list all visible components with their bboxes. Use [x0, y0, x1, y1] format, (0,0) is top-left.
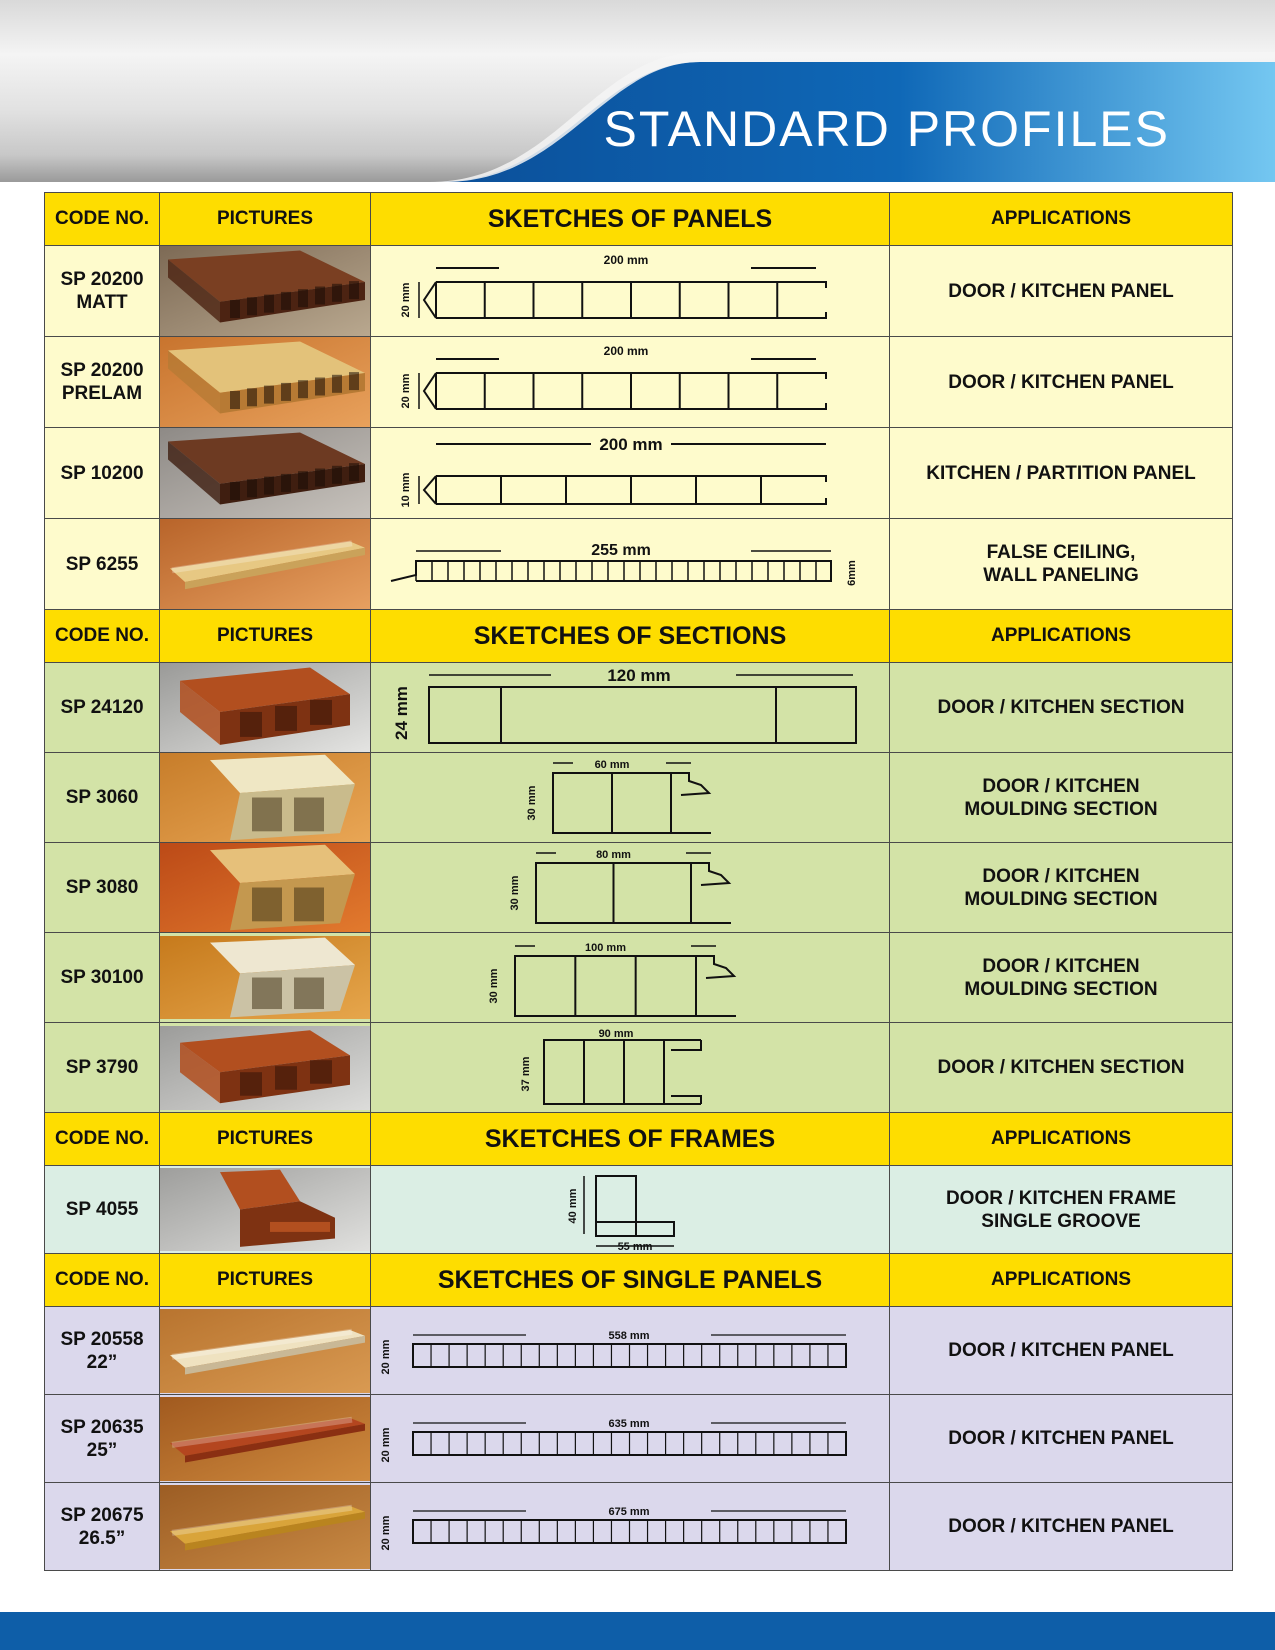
sketches-header: SKETCHES OF PANELS — [371, 193, 890, 246]
table-row — [45, 1166, 1233, 1254]
dimension-label: 6mm — [846, 560, 858, 586]
dimension-label: 20 mm — [400, 282, 412, 318]
sketch-cell — [371, 753, 890, 843]
code-cell — [45, 246, 160, 337]
code-line: PRELAM — [61, 383, 143, 404]
code-cell — [45, 1395, 160, 1483]
sketch-cell — [371, 1395, 890, 1483]
application-line: MOULDING SECTION — [964, 798, 1158, 820]
group-header-row — [45, 1113, 1233, 1166]
code-line: SP 3080 — [65, 877, 139, 898]
sketch-cell — [371, 246, 890, 337]
code-header: CODE NO. — [45, 610, 160, 663]
dimension-label: 200 mm — [603, 344, 649, 358]
code-line: SP 30100 — [60, 967, 144, 988]
table-row — [45, 1483, 1233, 1571]
dimension-label: 30 mm — [526, 785, 538, 821]
code-cell — [45, 843, 160, 933]
profile-sketch — [371, 753, 890, 842]
dimension-label: 30 mm — [488, 968, 500, 1004]
table-row — [45, 337, 1233, 428]
application-line: DOOR / KITCHEN — [982, 865, 1140, 887]
application-line: DOOR / KITCHEN PANEL — [948, 280, 1174, 302]
product-photo — [160, 337, 371, 427]
picture-cell — [160, 246, 371, 337]
dimension-label: 200 mm — [603, 253, 649, 267]
dimension-label: 20 mm — [400, 373, 412, 409]
picture-cell — [160, 753, 371, 843]
application-cell — [890, 428, 1233, 519]
picture-cell — [160, 843, 371, 933]
application-line: MOULDING SECTION — [964, 978, 1158, 1000]
picture-cell — [160, 1395, 371, 1483]
application-cell — [890, 519, 1233, 610]
code-line: SP 20200 — [60, 360, 144, 381]
product-photo — [160, 753, 371, 842]
sketch-cell — [371, 519, 890, 610]
applications-header: APPLICATIONS — [890, 1254, 1233, 1307]
profile-sketch — [371, 1309, 890, 1393]
dimension-label: 20 mm — [380, 1427, 392, 1462]
profile-sketch — [371, 1168, 890, 1251]
sketch-cell — [371, 1307, 890, 1395]
code-line: 25” — [86, 1439, 118, 1461]
product-photo — [160, 936, 371, 1019]
picture-cell — [160, 519, 371, 610]
application-cell — [890, 337, 1233, 428]
sketches-header: SKETCHES OF SINGLE PANELS — [371, 1254, 890, 1307]
group-header-row — [45, 1254, 1233, 1307]
profile-sketch — [371, 663, 890, 752]
group-header-row — [45, 610, 1233, 663]
product-photo — [160, 519, 371, 609]
code-line: SP 20200 — [60, 269, 144, 290]
profiles-table — [44, 192, 1233, 1571]
code-cell — [45, 933, 160, 1023]
applications-header: APPLICATIONS — [890, 610, 1233, 663]
table-row — [45, 1023, 1233, 1113]
picture-cell — [160, 1483, 371, 1571]
sketch-cell — [371, 337, 890, 428]
dimension-label: 675 mm — [608, 1505, 650, 1518]
sketch-cell — [371, 428, 890, 519]
page-title: STANDARD PROFILES — [603, 101, 1170, 157]
application-line: DOOR / KITCHEN PANEL — [948, 1516, 1174, 1537]
picture-cell — [160, 933, 371, 1023]
dimension-label: 255 mm — [591, 542, 651, 559]
pictures-header: PICTURES — [160, 193, 371, 246]
dimension-label: 40 mm — [567, 1188, 579, 1224]
application-cell — [890, 843, 1233, 933]
product-photo — [160, 663, 371, 752]
pictures-header: PICTURES — [160, 1254, 371, 1307]
profile-sketch — [371, 1026, 890, 1110]
table-row — [45, 428, 1233, 519]
sketch-cell — [371, 663, 890, 753]
code-cell — [45, 1307, 160, 1395]
application-line: DOOR / KITCHEN — [982, 775, 1140, 797]
code-line: SP 3060 — [65, 787, 139, 808]
table-row — [45, 663, 1233, 753]
profile-sketch — [371, 843, 890, 932]
profile-sketch — [371, 1397, 890, 1481]
code-cell — [45, 337, 160, 428]
dimension-label: 100 mm — [585, 942, 626, 954]
code-header: CODE NO. — [45, 1254, 160, 1307]
code-line: SP 10200 — [60, 462, 144, 484]
sketch-cell — [371, 843, 890, 933]
dimension-label: 200 mm — [599, 435, 663, 454]
profile-sketch — [371, 337, 890, 427]
profile-sketch — [371, 519, 890, 609]
application-line: DOOR / KITCHEN PANEL — [948, 371, 1174, 393]
application-line: DOOR / KITCHEN PANEL — [948, 1428, 1174, 1449]
applications-header: APPLICATIONS — [890, 1113, 1233, 1166]
sketches-header: SKETCHES OF FRAMES — [371, 1113, 890, 1166]
sketch-cell — [371, 1023, 890, 1113]
code-cell — [45, 1023, 160, 1113]
table-row — [45, 843, 1233, 933]
dimension-label: 635 mm — [608, 1417, 650, 1430]
product-photo — [160, 246, 371, 336]
code-header: CODE NO. — [45, 193, 160, 246]
sketch-cell — [371, 933, 890, 1023]
application-cell — [890, 753, 1233, 843]
sketch-cell — [371, 1483, 890, 1571]
page-footer — [0, 1612, 1275, 1650]
page-header — [0, 0, 1275, 182]
dimension-label: 30 mm — [509, 875, 521, 911]
application-cell — [890, 1307, 1233, 1395]
dimension-label: 80 mm — [596, 849, 631, 861]
application-line: WALL PANELING — [983, 565, 1139, 586]
table-row — [45, 933, 1233, 1023]
dimension-label: 120 mm — [607, 666, 671, 685]
picture-cell — [160, 663, 371, 753]
dimension-label: 20 mm — [380, 1339, 392, 1374]
application-cell — [890, 1395, 1233, 1483]
product-photo — [160, 1168, 371, 1251]
application-line: DOOR / KITCHEN SECTION — [937, 1057, 1185, 1078]
product-photo — [160, 428, 371, 518]
application-cell — [890, 1023, 1233, 1113]
code-line: 22” — [86, 1351, 118, 1373]
picture-cell — [160, 1023, 371, 1113]
applications-header: APPLICATIONS — [890, 193, 1233, 246]
dimension-label: 558 mm — [608, 1329, 650, 1342]
picture-cell — [160, 428, 371, 519]
dimension-label: 60 mm — [594, 759, 630, 771]
dimension-label: 37 mm — [520, 1056, 532, 1091]
code-line: 26.5” — [78, 1527, 126, 1549]
application-line: DOOR / KITCHEN PANEL — [948, 1340, 1174, 1361]
application-cell — [890, 246, 1233, 337]
sketch-cell — [371, 1166, 890, 1254]
picture-cell — [160, 337, 371, 428]
table-row — [45, 1395, 1233, 1483]
code-cell — [45, 1483, 160, 1571]
code-cell — [45, 753, 160, 843]
dimension-label: 55 mm — [617, 1241, 653, 1251]
application-line: DOOR / KITCHEN — [982, 955, 1140, 977]
application-cell — [890, 1483, 1233, 1571]
table-row — [45, 519, 1233, 610]
sketches-header: SKETCHES OF SECTIONS — [371, 610, 890, 663]
group-header-row — [45, 193, 1233, 246]
pictures-header: PICTURES — [160, 610, 371, 663]
code-line: SP 20675 — [60, 1504, 144, 1526]
dimension-label: 10 mm — [400, 472, 412, 508]
application-line: SINGLE GROOVE — [981, 1210, 1141, 1232]
profile-sketch — [371, 428, 890, 518]
dimension-label: 20 mm — [380, 1515, 392, 1550]
application-line: KITCHEN / PARTITION PANEL — [926, 462, 1196, 484]
code-cell — [45, 428, 160, 519]
picture-cell — [160, 1307, 371, 1395]
code-line: SP 6255 — [65, 553, 139, 575]
table-row — [45, 1307, 1233, 1395]
code-line: SP 20558 — [60, 1328, 144, 1350]
code-line: SP 20635 — [60, 1416, 144, 1438]
code-line: MATT — [76, 292, 128, 313]
application-line: MOULDING SECTION — [964, 888, 1158, 910]
application-cell — [890, 663, 1233, 753]
code-cell — [45, 1166, 160, 1254]
profile-sketch — [371, 936, 890, 1019]
table-row — [45, 753, 1233, 843]
product-photo — [160, 1397, 371, 1481]
product-photo — [160, 1309, 371, 1393]
code-line: SP 24120 — [60, 697, 144, 718]
application-cell — [890, 1166, 1233, 1254]
code-line: SP 4055 — [65, 1199, 139, 1220]
product-photo — [160, 1485, 371, 1569]
code-cell — [45, 663, 160, 753]
product-photo — [160, 843, 371, 932]
dimension-label: 24 mm — [392, 686, 411, 740]
product-photo — [160, 1026, 371, 1110]
code-header: CODE NO. — [45, 1113, 160, 1166]
profile-sketch — [371, 246, 890, 336]
code-cell — [45, 519, 160, 610]
application-line: DOOR / KITCHEN SECTION — [937, 697, 1185, 718]
profile-sketch — [371, 1485, 890, 1569]
application-line: DOOR / KITCHEN FRAME — [945, 1187, 1177, 1209]
picture-cell — [160, 1166, 371, 1254]
application-cell — [890, 933, 1233, 1023]
code-line: SP 3790 — [65, 1057, 139, 1078]
table-row — [45, 246, 1233, 337]
dimension-label: 90 mm — [598, 1027, 634, 1040]
application-line: FALSE CEILING, — [986, 542, 1136, 563]
pictures-header: PICTURES — [160, 1113, 371, 1166]
